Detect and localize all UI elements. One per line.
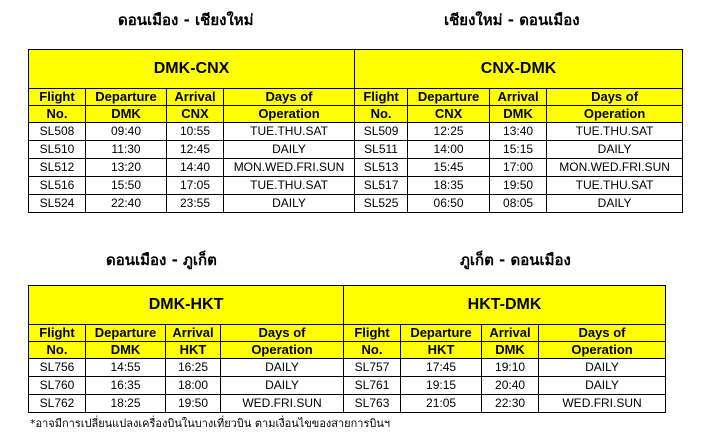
schedule-table-phuket	[28, 285, 666, 413]
column-header-departure-airport: DMK	[86, 106, 167, 123]
section-heading-hkt-dmk: ภูเก็ต - ดอนเมือง	[460, 251, 571, 269]
column-header-arrival: Arrival	[167, 89, 224, 106]
departure-time: 12:25	[408, 123, 490, 141]
column-header-no: No.	[344, 342, 401, 359]
flight-number: SL512	[29, 159, 86, 177]
departure-time: 17:45	[401, 359, 482, 377]
arrival-time: 23:55	[167, 195, 224, 213]
arrival-time: 17:00	[490, 159, 547, 177]
column-header-departure-airport: DMK	[86, 342, 166, 359]
flight-number: SL509	[355, 123, 408, 141]
table-row	[29, 195, 683, 213]
departure-time: 19:15	[401, 377, 482, 395]
departure-time: 14:55	[86, 359, 166, 377]
arrival-time: 08:05	[490, 195, 547, 213]
column-header-row-1	[29, 89, 683, 106]
arrival-time: 12:45	[167, 141, 224, 159]
route-header-row	[29, 50, 683, 89]
schedule-table-chiang-mai	[28, 49, 683, 213]
column-header-arrival-airport: DMK	[482, 342, 539, 359]
route-title-dmk-hkt: DMK-HKT	[29, 286, 344, 325]
days-of-operation: DAILY	[539, 359, 666, 377]
arrival-time: 19:50	[490, 177, 547, 195]
table-row	[29, 395, 666, 413]
column-header-no: No.	[29, 342, 86, 359]
flight-number: SL760	[29, 377, 86, 395]
days-of-operation: WED.FRI.SUN	[221, 395, 344, 413]
column-header-no: No.	[355, 106, 408, 123]
flight-number: SL762	[29, 395, 86, 413]
table-row	[29, 159, 683, 177]
column-header-days: Days of	[221, 325, 344, 342]
departure-time: 11:30	[86, 141, 167, 159]
days-of-operation: TUE.THU.SAT	[224, 123, 355, 141]
route-header-row	[29, 286, 666, 325]
days-of-operation: DAILY	[547, 195, 683, 213]
departure-time: 15:50	[86, 177, 167, 195]
column-header-row-2	[29, 342, 666, 359]
arrival-time: 13:40	[490, 123, 547, 141]
table-row	[29, 123, 683, 141]
arrival-time: 15:15	[490, 141, 547, 159]
flight-number: SL761	[344, 377, 401, 395]
departure-time: 18:35	[408, 177, 490, 195]
arrival-time: 19:10	[482, 359, 539, 377]
days-of-operation: TUE.THU.SAT	[224, 177, 355, 195]
flight-number: SL516	[29, 177, 86, 195]
departure-time: 16:35	[86, 377, 166, 395]
days-of-operation: MON.WED.FRI.SUN	[224, 159, 355, 177]
table-row	[29, 377, 666, 395]
departure-time: 13:20	[86, 159, 167, 177]
days-of-operation: TUE.THU.SAT	[547, 177, 683, 195]
section-heading-dmk-hkt: ดอนเมือง - ภูเก็ต	[106, 251, 217, 269]
column-header-arrival: Arrival	[482, 325, 539, 342]
route-title-cnx-dmk: CNX-DMK	[355, 50, 683, 89]
departure-time: 14:00	[408, 141, 490, 159]
flight-number: SL510	[29, 141, 86, 159]
days-of-operation: WED.FRI.SUN	[539, 395, 666, 413]
flight-number: SL757	[344, 359, 401, 377]
flight-number: SL525	[355, 195, 408, 213]
column-header-operation: Operation	[539, 342, 666, 359]
column-header-operation: Operation	[221, 342, 344, 359]
departure-time: 21:05	[401, 395, 482, 413]
flight-number: SL513	[355, 159, 408, 177]
days-of-operation: DAILY	[224, 195, 355, 213]
route-title-hkt-dmk: HKT-DMK	[344, 286, 666, 325]
column-header-arrival-airport: DMK	[490, 106, 547, 123]
footnote: *อาจมีการเปลี่ยนแปลงเครื่องบินในบางเที่ยวบิน ตามเงื่อนไขของสายการบินฯ	[30, 417, 391, 430]
days-of-operation: DAILY	[221, 359, 344, 377]
column-header-days: Days of	[539, 325, 666, 342]
days-of-operation: DAILY	[221, 377, 344, 395]
column-header-flight: Flight	[355, 89, 408, 106]
column-header-row-1	[29, 325, 666, 342]
departure-time: 09:40	[86, 123, 167, 141]
column-header-departure: Departure	[408, 89, 490, 106]
days-of-operation: DAILY	[547, 141, 683, 159]
flight-number: SL524	[29, 195, 86, 213]
column-header-flight: Flight	[344, 325, 401, 342]
column-header-flight: Flight	[29, 89, 86, 106]
column-header-departure-airport: HKT	[401, 342, 482, 359]
column-header-no: No.	[29, 106, 86, 123]
column-header-operation: Operation	[224, 106, 355, 123]
arrival-time: 10:55	[167, 123, 224, 141]
route-title-dmk-cnx: DMK-CNX	[29, 50, 355, 89]
departure-time: 18:25	[86, 395, 166, 413]
column-header-arrival: Arrival	[490, 89, 547, 106]
departure-time: 22:40	[86, 195, 167, 213]
column-header-days: Days of	[547, 89, 683, 106]
column-header-days: Days of	[224, 89, 355, 106]
arrival-time: 14:40	[167, 159, 224, 177]
arrival-time: 17:05	[167, 177, 224, 195]
table-row	[29, 359, 666, 377]
flight-number: SL763	[344, 395, 401, 413]
column-header-departure: Departure	[86, 325, 166, 342]
arrival-time: 19:50	[166, 395, 221, 413]
arrival-time: 18:00	[166, 377, 221, 395]
column-header-departure: Departure	[86, 89, 167, 106]
arrival-time: 22:30	[482, 395, 539, 413]
flight-number: SL756	[29, 359, 86, 377]
table-row	[29, 141, 683, 159]
days-of-operation: DAILY	[224, 141, 355, 159]
section-heading-dmk-cnx: ดอนเมือง - เชียงใหม่	[118, 11, 254, 29]
column-header-arrival: Arrival	[166, 325, 221, 342]
column-header-departure-airport: CNX	[408, 106, 490, 123]
flight-number: SL517	[355, 177, 408, 195]
column-header-arrival-airport: HKT	[166, 342, 221, 359]
days-of-operation: TUE.THU.SAT	[547, 123, 683, 141]
departure-time: 06:50	[408, 195, 490, 213]
flight-number: SL511	[355, 141, 408, 159]
days-of-operation: MON.WED.FRI.SUN	[547, 159, 683, 177]
table-row	[29, 177, 683, 195]
column-header-row-2	[29, 106, 683, 123]
column-header-departure: Departure	[401, 325, 482, 342]
days-of-operation: DAILY	[539, 377, 666, 395]
column-header-operation: Operation	[547, 106, 683, 123]
departure-time: 15:45	[408, 159, 490, 177]
section-heading-cnx-dmk: เชียงใหม่ - ดอนเมือง	[444, 11, 580, 29]
arrival-time: 20:40	[482, 377, 539, 395]
column-header-arrival-airport: CNX	[167, 106, 224, 123]
column-header-flight: Flight	[29, 325, 86, 342]
arrival-time: 16:25	[166, 359, 221, 377]
flight-number: SL508	[29, 123, 86, 141]
